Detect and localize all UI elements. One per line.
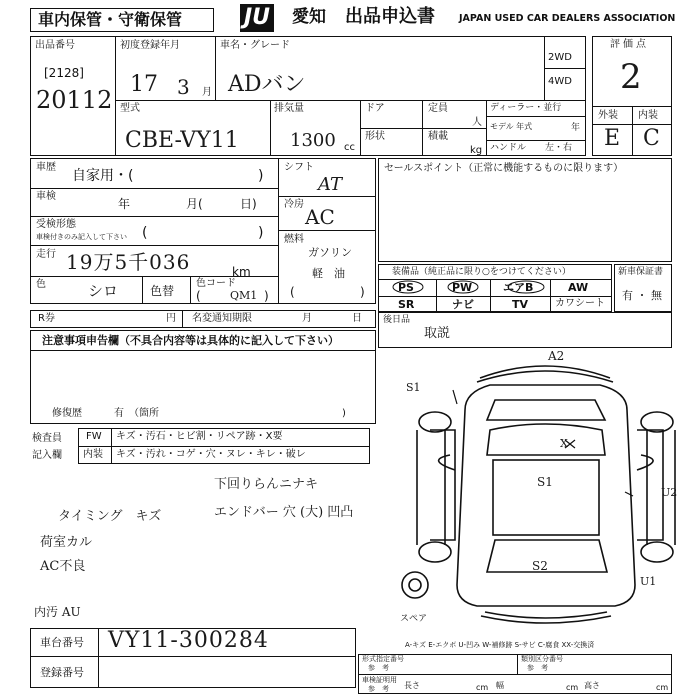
model-label: 型式: [120, 103, 140, 114]
exterior-label: 外装: [598, 110, 618, 121]
damage-s1-center: S1: [537, 475, 553, 489]
color-label: 色: [36, 279, 46, 290]
damage-legend: A-キズ E-エクボ U-凹み W-補修跡 S-サビ C-腐食 XX-交換済: [405, 641, 595, 649]
inspection-label: 車検: [36, 191, 56, 202]
association-name: JAPAN USED CAR DEALERS ASSOCIATION: [459, 13, 676, 24]
inspection-day-unit: 日): [240, 197, 257, 211]
interior-label: 内装: [638, 110, 658, 121]
equipment-circles: [378, 264, 612, 312]
equip-ps: PS: [398, 281, 414, 294]
first-reg-month-unit: 月: [202, 87, 212, 98]
car-name: ADバン: [228, 72, 306, 97]
drive-4wd: 4WD: [548, 76, 572, 87]
name-change-month: 月: [302, 313, 312, 324]
spare-label: スペア: [400, 614, 428, 624]
handle-options: 左・右: [545, 143, 573, 153]
inspector-label: 検査員: [32, 433, 62, 444]
form-title: 出品申込書: [345, 6, 435, 27]
door-label: ドア: [365, 103, 385, 114]
cert-label: 車検証明用: [362, 676, 397, 684]
name-change-label: 名変通知期限: [192, 313, 252, 324]
first-reg-month: 3: [177, 75, 190, 99]
length-unit: cm: [476, 683, 489, 692]
damage-u2: U2: [661, 486, 678, 499]
model-cert-label: 形式指定番号: [362, 655, 404, 663]
note-line1: 下回りらんニナキ: [214, 477, 319, 492]
repair-label: 修復歴: [52, 408, 82, 419]
equip-airbag: エアB: [503, 281, 534, 294]
int-label: 内装: [83, 449, 103, 460]
r-ticket-yen: 円: [166, 313, 176, 324]
car-name-label: 車名・グレード: [220, 40, 290, 51]
year-unit: 年: [571, 123, 581, 133]
equip-tv: TV: [512, 298, 529, 311]
exterior-grade: E: [604, 126, 621, 151]
equip-navi: ナビ: [452, 298, 474, 311]
history-close: ): [258, 168, 264, 184]
note-line2-right: エンドバー 穴 (大) 凹凸: [214, 505, 354, 520]
repair-value: 有 （箇所: [114, 408, 159, 419]
displacement-label: 排気量: [274, 103, 304, 114]
warranty-label: 新車保証書: [618, 267, 664, 277]
warranty-options: 有 ・ 無: [622, 289, 662, 302]
kg-unit: kg: [470, 145, 483, 156]
damage-s1-left: S1: [406, 381, 421, 394]
note-line4: AC不良: [40, 559, 86, 574]
org-name: 愛知: [292, 7, 326, 27]
r-ticket-label: R券: [38, 313, 55, 324]
note-line5: 内汚 AU: [34, 605, 81, 619]
car-diagram: [395, 340, 700, 640]
mileage-value: 19万5千036: [66, 250, 191, 274]
lot-sub-number: [2128]: [44, 66, 84, 80]
acceptance-paren-open: (: [142, 225, 148, 241]
color-code: QM1: [230, 289, 258, 302]
fw-items: キズ・汚石・ヒビ割・リペア跡・X要: [116, 431, 283, 442]
repaint-label: 色替: [150, 284, 175, 298]
class-label: 類別区分番号: [521, 655, 563, 663]
width-label: 幅: [496, 681, 504, 690]
drive-2wd: 2WD: [548, 52, 572, 63]
interior-grade: C: [643, 126, 660, 151]
color-code-close: ): [264, 289, 269, 303]
inspection-year-unit: 年: [118, 197, 131, 211]
ac-label: 冷房: [284, 199, 304, 210]
color-value: シロ: [88, 282, 119, 300]
ac-value: AC: [305, 205, 335, 229]
acceptance-note: 車検付きのみ記入して下さい: [36, 233, 127, 241]
color-code-label: 色コード: [196, 278, 236, 289]
km-unit: km: [232, 265, 251, 279]
height-unit: cm: [656, 683, 669, 692]
acceptance-label: 受検形態: [36, 219, 76, 230]
equip-leather: カワシート: [555, 298, 605, 309]
shape-label: 形状: [365, 131, 385, 142]
handle-label: ハンドル: [490, 143, 527, 153]
damage-x: X: [560, 437, 568, 450]
notes-label: 注意事項申告欄（不具合内容等は具体的に記入して下さい）: [42, 334, 339, 347]
after-date-value: 取説: [424, 326, 451, 341]
equip-aw: AW: [568, 281, 589, 294]
model-year-label: モデル 年式: [490, 122, 533, 131]
person-unit: 人: [472, 117, 482, 128]
model-code: CBE-VY11: [125, 128, 239, 153]
history-value: 自家用・(: [72, 168, 134, 184]
storage-note: 車内保管・守衛保管: [38, 10, 183, 29]
class-sub: 参 考: [527, 664, 548, 672]
width-unit: cm: [566, 683, 579, 692]
shift-label: シフト: [284, 162, 314, 173]
inspection-month-unit: 月(: [186, 197, 203, 211]
height-label: 高さ: [584, 681, 600, 690]
dealer-label: ディーラー・並行: [490, 103, 562, 113]
equipment-label: 装備品（純正品に限り○をつけてください）: [392, 267, 571, 277]
reg-number-label: 登録番号: [40, 666, 84, 679]
fuel-label: 燃料: [284, 234, 304, 245]
repair-close: ): [342, 408, 346, 419]
fuel-paren-close: ): [360, 285, 365, 299]
equip-sr: SR: [398, 298, 415, 311]
fuel-diesel: 軽 油: [312, 267, 345, 280]
fw-label: FW: [86, 431, 102, 442]
mileage-label: 走行: [36, 249, 56, 260]
first-reg-year: 17: [130, 72, 158, 97]
load-label: 積載: [428, 131, 448, 142]
cert-sub: 参 考: [368, 685, 389, 693]
damage-u1: U1: [640, 575, 657, 588]
displacement: 1300: [290, 130, 336, 151]
lot-label: 出品番号: [35, 40, 75, 51]
lot-number: 20112: [36, 86, 113, 114]
first-reg-label: 初度登録年月: [120, 40, 180, 51]
cc-unit: cc: [344, 142, 355, 153]
damage-a2: A2: [548, 349, 565, 363]
note-line2-left: タイミング キズ: [58, 509, 162, 524]
acceptance-paren-close: ): [258, 225, 264, 241]
after-date-label: 後日品: [383, 315, 411, 325]
history-label: 車歴: [36, 162, 56, 173]
damage-s2: S2: [532, 559, 548, 573]
shift-value: AT: [318, 174, 343, 195]
int-items: キズ・汚れ・コゲ・穴・ヌレ・キレ・破レ: [116, 449, 306, 460]
chassis-number: VY11-300284: [108, 628, 269, 653]
length-label: 長さ: [404, 681, 420, 690]
color-code-open: (: [196, 289, 201, 303]
fuel-gas: ガソリン: [308, 246, 352, 259]
sales-point-label: セールスポイント（正常に機能するものに限ります）: [384, 163, 624, 174]
rating-label: 評価点: [610, 39, 649, 50]
name-change-day: 日: [352, 313, 362, 324]
rating-score: 2: [620, 57, 642, 97]
ju-logo: JU: [240, 4, 274, 32]
note-line3: 荷室カル: [40, 535, 93, 550]
chassis-label: 車台番号: [40, 636, 84, 649]
model-cert-sub: 参 考: [368, 664, 389, 672]
capacity-label: 定員: [428, 103, 448, 114]
entry-label: 記入欄: [32, 450, 62, 461]
fuel-paren-open: (: [290, 285, 295, 299]
equip-pw: PW: [452, 281, 473, 294]
